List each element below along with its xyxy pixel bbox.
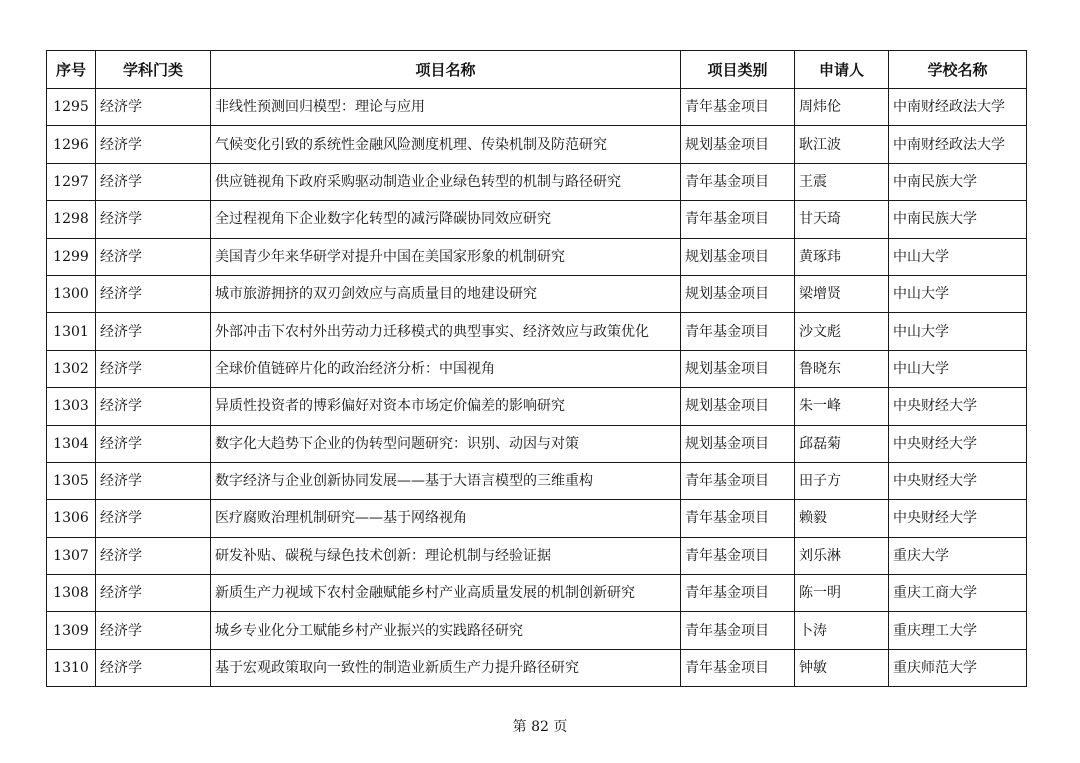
table-row bbox=[47, 612, 1027, 649]
cell-school: 中南民族大学 bbox=[889, 163, 1027, 200]
cell-applicant: 黄琢玮 bbox=[795, 238, 889, 275]
table-header-row bbox=[47, 51, 1027, 89]
cell-applicant: 刘乐淋 bbox=[795, 537, 889, 574]
table-row bbox=[47, 201, 1027, 238]
cell-applicant: 朱一峰 bbox=[795, 388, 889, 425]
cell-project-name: 供应链视角下政府采购驱动制造业企业绿色转型的机制与路径研究 bbox=[211, 163, 681, 200]
cell-applicant: 甘天琦 bbox=[795, 201, 889, 238]
cell-project-category: 青年基金项目 bbox=[681, 649, 795, 686]
cell-discipline: 经济学 bbox=[96, 275, 211, 312]
cell-serial: 1309 bbox=[47, 612, 96, 649]
cell-applicant: 周炜伦 bbox=[795, 89, 889, 126]
cell-discipline: 经济学 bbox=[96, 238, 211, 275]
cell-school: 重庆大学 bbox=[889, 537, 1027, 574]
cell-project-category: 青年基金项目 bbox=[681, 537, 795, 574]
cell-project-category: 青年基金项目 bbox=[681, 575, 795, 612]
cell-applicant: 沙文彪 bbox=[795, 313, 889, 350]
table-row bbox=[47, 126, 1027, 163]
cell-serial: 1302 bbox=[47, 350, 96, 387]
table-body bbox=[47, 89, 1027, 687]
cell-project-name: 城市旅游拥挤的双刃剑效应与高质量目的地建设研究 bbox=[211, 275, 681, 312]
cell-project-name: 全球价值链碎片化的政治经济分析：中国视角 bbox=[211, 350, 681, 387]
page-number: 第 82 页 bbox=[512, 719, 568, 735]
cell-serial: 1306 bbox=[47, 500, 96, 537]
cell-discipline: 经济学 bbox=[96, 201, 211, 238]
cell-discipline: 经济学 bbox=[96, 126, 211, 163]
cell-school: 中山大学 bbox=[889, 350, 1027, 387]
cell-applicant: 卜涛 bbox=[795, 612, 889, 649]
cell-serial: 1303 bbox=[47, 388, 96, 425]
cell-project-category: 青年基金项目 bbox=[681, 201, 795, 238]
table-row bbox=[47, 537, 1027, 574]
table-row bbox=[47, 238, 1027, 275]
cell-school: 中山大学 bbox=[889, 275, 1027, 312]
cell-discipline: 经济学 bbox=[96, 425, 211, 462]
table-row bbox=[47, 575, 1027, 612]
cell-serial: 1300 bbox=[47, 275, 96, 312]
cell-project-category: 规划基金项目 bbox=[681, 126, 795, 163]
cell-school: 中央财经大学 bbox=[889, 425, 1027, 462]
cell-applicant: 耿江波 bbox=[795, 126, 889, 163]
cell-school: 中山大学 bbox=[889, 238, 1027, 275]
cell-serial: 1298 bbox=[47, 201, 96, 238]
cell-school: 中央财经大学 bbox=[889, 388, 1027, 425]
cell-project-name: 研发补贴、碳税与绿色技术创新：理论机制与经验证据 bbox=[211, 537, 681, 574]
cell-project-name: 数字化大趋势下企业的伪转型问题研究：识别、动因与对策 bbox=[211, 425, 681, 462]
cell-serial: 1295 bbox=[47, 89, 96, 126]
cell-serial: 1301 bbox=[47, 313, 96, 350]
cell-serial: 1296 bbox=[47, 126, 96, 163]
project-table bbox=[46, 50, 1027, 687]
cell-project-name: 非线性预测回归模型：理论与应用 bbox=[211, 89, 681, 126]
cell-discipline: 经济学 bbox=[96, 462, 211, 499]
cell-discipline: 经济学 bbox=[96, 500, 211, 537]
table-row bbox=[47, 500, 1027, 537]
cell-discipline: 经济学 bbox=[96, 350, 211, 387]
cell-serial: 1310 bbox=[47, 649, 96, 686]
cell-project-name: 城乡专业化分工赋能乡村产业振兴的实践路径研究 bbox=[211, 612, 681, 649]
cell-project-name: 气候变化引致的系统性金融风险测度机理、传染机制及防范研究 bbox=[211, 126, 681, 163]
cell-applicant: 邱磊菊 bbox=[795, 425, 889, 462]
table-row bbox=[47, 425, 1027, 462]
cell-applicant: 钟敏 bbox=[795, 649, 889, 686]
cell-discipline: 经济学 bbox=[96, 89, 211, 126]
cell-project-name: 全过程视角下企业数字化转型的减污降碳协同效应研究 bbox=[211, 201, 681, 238]
cell-applicant: 王震 bbox=[795, 163, 889, 200]
cell-school: 中央财经大学 bbox=[889, 500, 1027, 537]
cell-discipline: 经济学 bbox=[96, 612, 211, 649]
cell-project-category: 青年基金项目 bbox=[681, 313, 795, 350]
cell-applicant: 田子方 bbox=[795, 462, 889, 499]
cell-school: 重庆理工大学 bbox=[889, 612, 1027, 649]
cell-serial: 1304 bbox=[47, 425, 96, 462]
cell-project-category: 青年基金项目 bbox=[681, 462, 795, 499]
cell-project-name: 美国青少年来华研学对提升中国在美国家形象的机制研究 bbox=[211, 238, 681, 275]
cell-discipline: 经济学 bbox=[96, 537, 211, 574]
cell-project-category: 规划基金项目 bbox=[681, 238, 795, 275]
header-serial: 序号 bbox=[47, 51, 96, 89]
table-row bbox=[47, 462, 1027, 499]
cell-school: 中南财经政法大学 bbox=[889, 126, 1027, 163]
header-project-category: 项目类别 bbox=[681, 51, 795, 89]
cell-project-name: 医疗腐败治理机制研究——基于网络视角 bbox=[211, 500, 681, 537]
cell-project-category: 青年基金项目 bbox=[681, 500, 795, 537]
cell-school: 重庆师范大学 bbox=[889, 649, 1027, 686]
cell-project-category: 青年基金项目 bbox=[681, 612, 795, 649]
header-applicant: 申请人 bbox=[795, 51, 889, 89]
header-discipline: 学科门类 bbox=[96, 51, 211, 89]
cell-applicant: 鲁晓东 bbox=[795, 350, 889, 387]
cell-school: 中央财经大学 bbox=[889, 462, 1027, 499]
cell-applicant: 梁增贤 bbox=[795, 275, 889, 312]
cell-serial: 1305 bbox=[47, 462, 96, 499]
cell-discipline: 经济学 bbox=[96, 575, 211, 612]
cell-applicant: 赖毅 bbox=[795, 500, 889, 537]
cell-discipline: 经济学 bbox=[96, 649, 211, 686]
cell-school: 中南民族大学 bbox=[889, 201, 1027, 238]
cell-project-name: 异质性投资者的博彩偏好对资本市场定价偏差的影响研究 bbox=[211, 388, 681, 425]
cell-project-category: 青年基金项目 bbox=[681, 163, 795, 200]
header-school: 学校名称 bbox=[889, 51, 1027, 89]
cell-project-category: 规划基金项目 bbox=[681, 388, 795, 425]
cell-discipline: 经济学 bbox=[96, 313, 211, 350]
cell-discipline: 经济学 bbox=[96, 163, 211, 200]
cell-discipline: 经济学 bbox=[96, 388, 211, 425]
table-row bbox=[47, 275, 1027, 312]
cell-project-name: 数字经济与企业创新协同发展——基于大语言模型的三维重构 bbox=[211, 462, 681, 499]
table-row bbox=[47, 89, 1027, 126]
cell-project-name: 外部冲击下农村外出劳动力迁移模式的典型事实、经济效应与政策优化 bbox=[211, 313, 681, 350]
cell-project-name: 基于宏观政策取向一致性的制造业新质生产力提升路径研究 bbox=[211, 649, 681, 686]
cell-project-category: 规划基金项目 bbox=[681, 425, 795, 462]
table-row bbox=[47, 388, 1027, 425]
table-row bbox=[47, 163, 1027, 200]
cell-serial: 1307 bbox=[47, 537, 96, 574]
table-row bbox=[47, 350, 1027, 387]
cell-serial: 1308 bbox=[47, 575, 96, 612]
table-row bbox=[47, 313, 1027, 350]
cell-serial: 1297 bbox=[47, 163, 96, 200]
cell-project-category: 青年基金项目 bbox=[681, 89, 795, 126]
cell-project-name: 新质生产力视域下农村金融赋能乡村产业高质量发展的机制创新研究 bbox=[211, 575, 681, 612]
cell-serial: 1299 bbox=[47, 238, 96, 275]
cell-school: 重庆工商大学 bbox=[889, 575, 1027, 612]
cell-project-category: 规划基金项目 bbox=[681, 275, 795, 312]
table-row bbox=[47, 649, 1027, 686]
header-project-name: 项目名称 bbox=[211, 51, 681, 89]
cell-school: 中山大学 bbox=[889, 313, 1027, 350]
cell-applicant: 陈一明 bbox=[795, 575, 889, 612]
cell-school: 中南财经政法大学 bbox=[889, 89, 1027, 126]
cell-project-category: 规划基金项目 bbox=[681, 350, 795, 387]
